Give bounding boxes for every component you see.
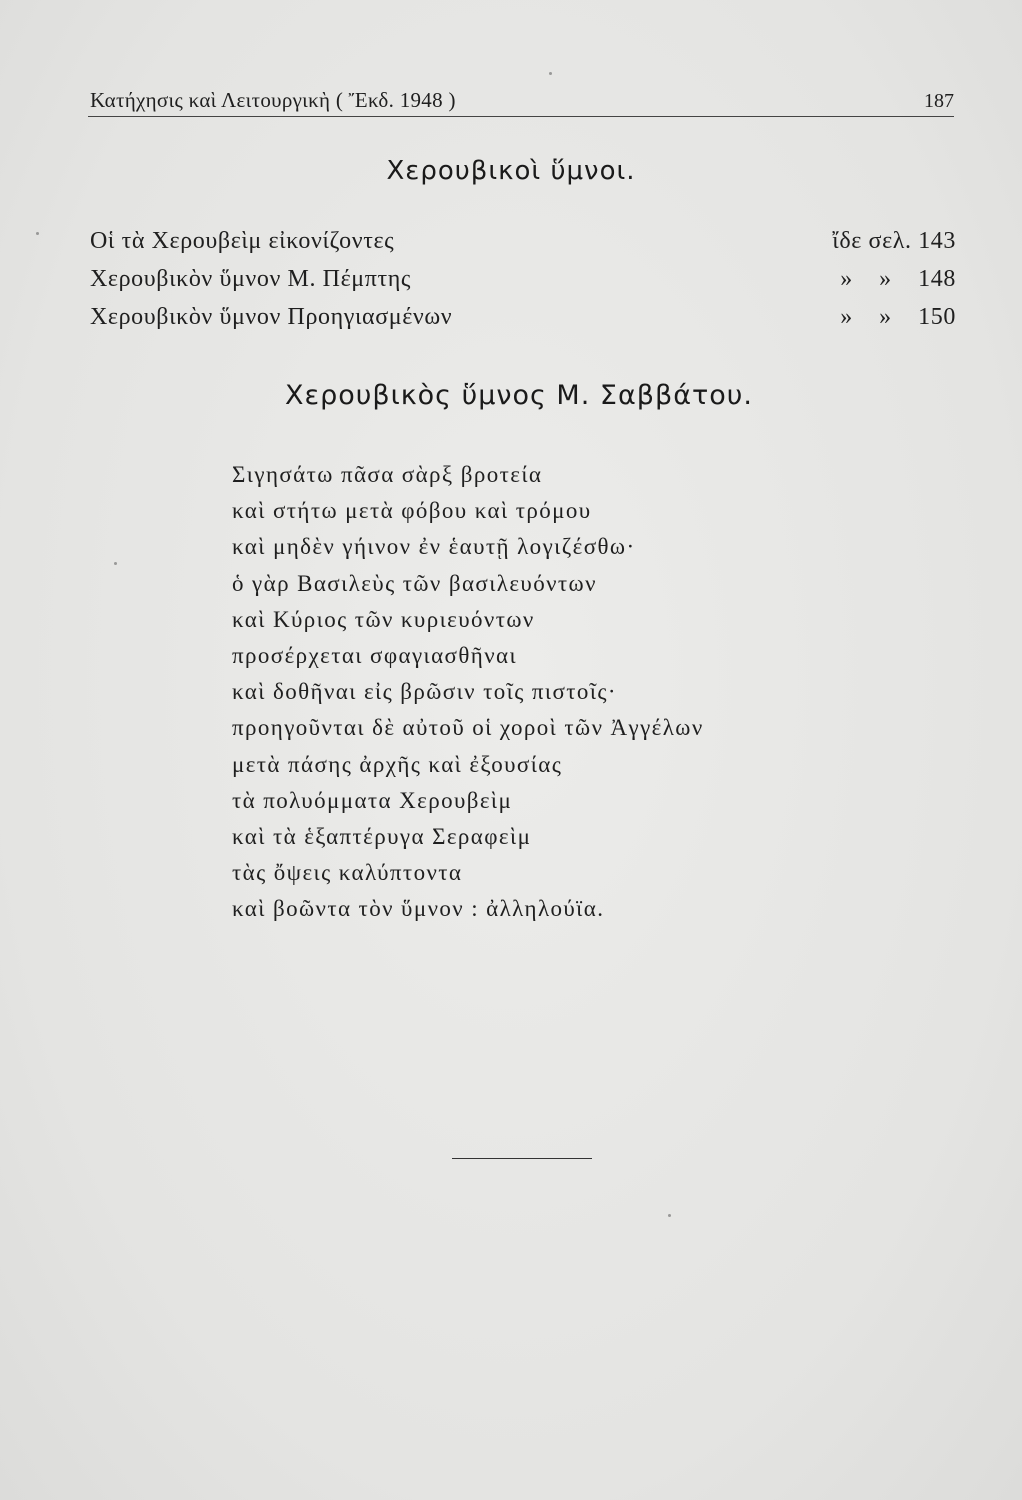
hymn-line: τὰ πολυόμματα Χερουβεὶμ (232, 787, 513, 813)
end-rule-divider (452, 1158, 592, 1159)
hymn-line: προηγοῦνται δὲ αὐτοῦ οἱ χοροὶ τῶν Ἀγγέλων (232, 715, 704, 741)
page-number: 187 (924, 90, 954, 112)
reference-entry (90, 304, 956, 342)
hymn-line: καὶ δοθῆναι εἰς βρῶσιν τοῖς πιστοῖς· (232, 679, 617, 705)
running-header (88, 88, 954, 117)
hymn-line: ὁ γὰρ Βασιλεὺς τῶν βασιλευόντων (232, 570, 597, 596)
reference-title: Χερουβικὸν ὕμνον Μ. Πέμπτης (90, 266, 411, 292)
hymn-line: καὶ στήτω μετὰ φόβου καὶ τρόμου (232, 498, 592, 524)
hymn-text (232, 462, 852, 932)
reference-page: ἴδε σελ. 143 (832, 228, 956, 254)
hymn-line: καὶ τὰ ἑξαπτέρυγα Σεραφεὶμ (232, 823, 532, 849)
hymn-line: καὶ βοῶντα τὸν ὕμνον : ἀλληλούϊα. (232, 896, 605, 922)
section-heading-cherubic-hymns: Χερουβικοὶ ὕμνοι. (386, 156, 636, 186)
hymn-line: προσέρχεται σφαγιασθῆναι (232, 642, 518, 668)
hymn-line: μετὰ πάσης ἀρχῆς καὶ ἐξουσίας (232, 751, 563, 777)
hymn-line: καὶ μηδὲν γήινον ἐν ἑαυτῇ λογιζέσθω· (232, 534, 636, 560)
paper-speck (36, 232, 39, 235)
paper-speck (114, 562, 117, 565)
section-heading-holy-saturday-hymn: Χερουβικὸς ὕμνος Μ. Σαββάτου. (285, 380, 753, 411)
paper-speck (668, 1214, 671, 1217)
hymn-reference-list (90, 228, 956, 342)
hymn-line: καὶ Κύριος τῶν κυριευόντων (232, 606, 535, 632)
paper-speck (549, 72, 552, 75)
reference-title: Χερουβικὸν ὕμνον Προηγιασμένων (90, 304, 453, 330)
hymn-line: τὰς ὄψεις καλύπτοντα (232, 860, 463, 886)
reference-page: » » 148 (840, 266, 956, 292)
reference-title: Οἱ τὰ Χερουβεὶμ εἰκονίζοντες (90, 228, 395, 254)
running-title: Κατήχησις καὶ Λειτουργικὴ ( Ἔκδ. 1948 ) (90, 88, 456, 112)
hymn-line: Σιγησάτω πᾶσα σὰρξ βροτεία (232, 462, 543, 487)
reference-entry (90, 228, 956, 266)
reference-page: » » 150 (840, 304, 956, 330)
reference-entry (90, 266, 956, 304)
